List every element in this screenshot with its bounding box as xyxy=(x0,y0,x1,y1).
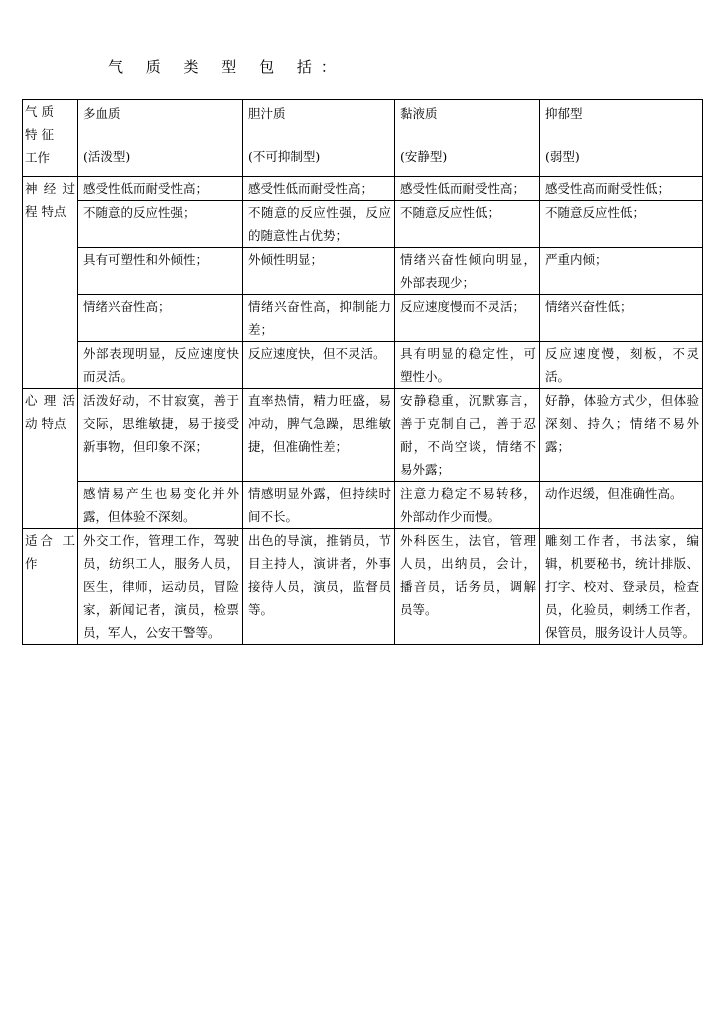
header-label-line: 特 征 xyxy=(25,127,54,142)
cell-text: 感受性低而耐受性高； xyxy=(400,181,526,196)
table-cell xyxy=(243,177,395,201)
cell-text: 严重内倾； xyxy=(545,252,608,267)
cell-text: 情绪兴奋性倾向明显，外部表现少； xyxy=(400,252,536,290)
header-type-cell xyxy=(243,100,395,177)
cell-text: 感受性低而耐受性高； xyxy=(83,181,209,196)
table-row xyxy=(23,342,703,389)
table-row xyxy=(23,248,703,295)
cell-text: 外部表现明显，反应速度快而灵活。 xyxy=(83,346,239,384)
cell-text: 不随意的反应性强； xyxy=(83,205,196,220)
type-alias: (不可抑制型) xyxy=(248,149,321,164)
cell-text: 感情易产生也易变化并外露，但体验不深刻。 xyxy=(83,486,239,524)
cell-text: 外交工作，管理工作，驾驶员，纺织工人，服务人员，医生，律师，运动员，冒险家，新闻记者，演员，检票员，军人，公安干警等。 xyxy=(83,533,239,640)
table-cell xyxy=(78,342,243,389)
table-cell xyxy=(540,201,703,248)
type-name: 黏液质 xyxy=(400,106,438,121)
table-cell xyxy=(540,295,703,342)
cell-text: 好静，体验方式少，但体验深刻、持久；情绪不易外露； xyxy=(545,393,699,454)
section-label-cell xyxy=(23,529,78,645)
table-cell xyxy=(395,248,540,295)
table-cell xyxy=(78,248,243,295)
table-row xyxy=(23,389,703,482)
cell-text: 反应速度慢而不灵活； xyxy=(400,299,526,314)
cell-text: 直率热情，精力旺盛，易冲动，脾气急躁，思维敏捷，但准确性差； xyxy=(248,393,391,454)
table-row xyxy=(23,529,703,645)
header-row-label-cell xyxy=(23,100,78,177)
table-cell xyxy=(540,482,703,529)
table-cell xyxy=(395,529,540,645)
type-name: 抑郁型 xyxy=(545,106,583,121)
table-cell xyxy=(395,482,540,529)
cell-text: 不随意反应性低； xyxy=(545,205,646,220)
cell-text: 反应速度慢，刻板，不灵活。 xyxy=(545,346,699,384)
table-cell xyxy=(395,342,540,389)
temperament-table xyxy=(22,99,703,645)
type-name: 多血质 xyxy=(83,106,121,121)
table-cell xyxy=(78,389,243,482)
cell-text: 安静稳重，沉默寡言，善于克制自己，善于忍耐，不尚空谈，情绪不易外露； xyxy=(400,393,536,477)
table-cell xyxy=(540,248,703,295)
table-cell xyxy=(395,389,540,482)
table-header-row xyxy=(23,100,703,177)
cell-text: 具有可塑性和外倾性； xyxy=(83,252,209,267)
table-cell xyxy=(540,177,703,201)
table-cell xyxy=(540,529,703,645)
table-cell xyxy=(395,201,540,248)
cell-text: 外倾性明显； xyxy=(248,252,324,267)
table-cell xyxy=(540,342,703,389)
table-cell xyxy=(243,482,395,529)
table-row xyxy=(23,482,703,529)
table-cell xyxy=(78,177,243,201)
cell-text: 动作迟缓，但准确性高。 xyxy=(545,486,683,501)
type-alias: (安静型) xyxy=(400,149,448,164)
table-cell xyxy=(243,529,395,645)
type-alias: (弱型) xyxy=(545,149,580,164)
cell-text: 雕刻工作者，书法家，编辑，机要秘书，统计排版、打字、校对、登录员，检查员，化验员，刺绣工作者，保管员，服务设计人员等。 xyxy=(545,533,699,640)
table-cell xyxy=(540,389,703,482)
table-cell xyxy=(78,482,243,529)
cell-text: 活泼好动，不甘寂寞，善于交际，思维敏捷，易于接受新事物，但印象不深； xyxy=(83,393,239,454)
section-label: 心 理 活 动 特点 xyxy=(25,393,75,431)
document-title: 气 质 类 型 包 括： xyxy=(108,58,345,76)
cell-text: 具有明显的稳定性，可塑性小。 xyxy=(400,346,536,384)
cell-text: 注意力稳定不易转移，外部动作少而慢。 xyxy=(400,486,536,524)
table-cell xyxy=(78,295,243,342)
table-row xyxy=(23,177,703,201)
section-label: 适合 工作 xyxy=(25,533,75,571)
table-cell xyxy=(395,177,540,201)
cell-text: 情绪兴奋性高，抑制能力差； xyxy=(248,299,391,337)
section-label-cell xyxy=(23,177,78,389)
section-label: 神 经 过 程 特点 xyxy=(25,181,75,219)
table-row xyxy=(23,201,703,248)
cell-text: 反应速度快，但不灵活。 xyxy=(248,346,386,361)
table-cell xyxy=(243,248,395,295)
type-name: 胆汁质 xyxy=(248,106,286,121)
table-cell xyxy=(243,389,395,482)
cell-text: 不随意反应性低； xyxy=(400,205,501,220)
cell-text: 出色的导演，推销员，节目主持人，演讲者，外事接待人员，演员，监督员等。 xyxy=(248,533,391,617)
cell-text: 感受性低而耐受性高； xyxy=(248,181,374,196)
table-cell xyxy=(243,201,395,248)
table-cell xyxy=(395,295,540,342)
cell-text: 外科医生，法官，管理人员，出纳员，会计，播音员，话务员，调解员等。 xyxy=(400,533,536,617)
header-type-cell xyxy=(540,100,703,177)
header-label-line: 气 质 xyxy=(25,104,54,119)
type-alias: (活泼型) xyxy=(83,149,131,164)
table-cell xyxy=(78,529,243,645)
header-type-cell xyxy=(395,100,540,177)
table-cell xyxy=(243,342,395,389)
cell-text: 情绪兴奋性低； xyxy=(545,299,633,314)
table-cell xyxy=(243,295,395,342)
table-row xyxy=(23,295,703,342)
cell-text: 不随意的反应性强，反应的随意性占优势； xyxy=(248,205,391,243)
header-type-cell xyxy=(78,100,243,177)
header-label-line: 工作 xyxy=(25,150,51,165)
cell-text: 情感明显外露，但持续时间不长。 xyxy=(248,486,391,524)
cell-text: 感受性高而耐受性低； xyxy=(545,181,671,196)
table-cell xyxy=(78,201,243,248)
cell-text: 情绪兴奋性高； xyxy=(83,299,171,314)
section-label-cell xyxy=(23,389,78,529)
